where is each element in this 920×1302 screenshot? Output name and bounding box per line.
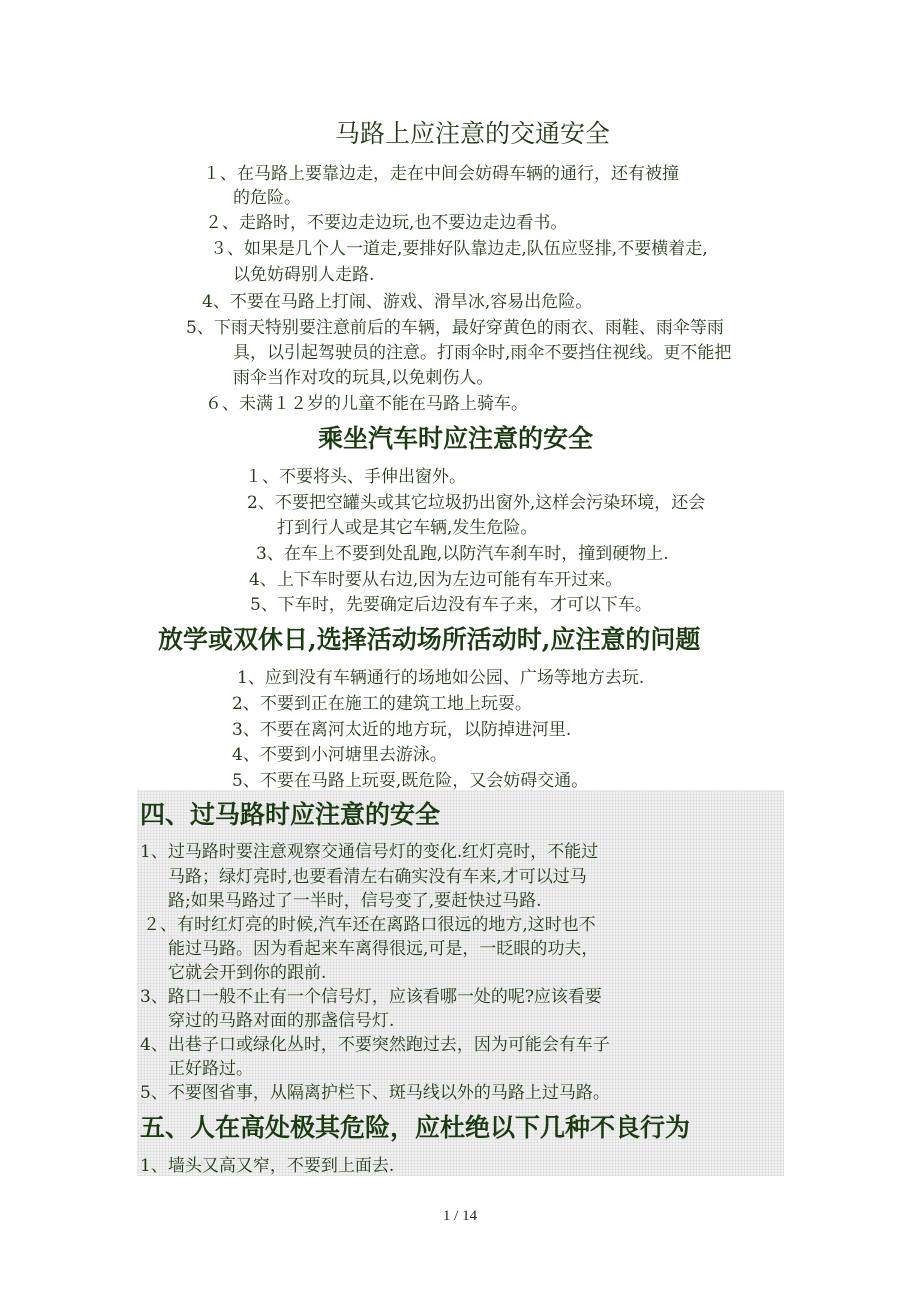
s1-line-1: １、在马路上要靠边走，走在中间会妨碍车辆的通行，还有被撞 [203,164,679,184]
s4-line-7: 3、路口一般不止有一个信号灯，应该看哪一处的呢?应该看要 [140,987,602,1007]
s4-line-4: ２、有时红灯亮的时候,汽车还在离路口很远的地方,这时也不 [143,915,596,935]
s2-line-3: 打到行人或是其它车辆,发生危险。 [277,518,538,538]
s3-line-2: 2、不要到正在施工的建筑工地上玩耍。 [232,694,532,714]
s2-line-6: 5、下车时，先要确定后边没有车子来，才可以下车。 [250,595,652,615]
s2-line-1: １、不要将头、手伸出窗外。 [245,467,466,487]
s4-line-8: 穿过的马路对面的那盏信号灯. [168,1011,395,1031]
s2-line-5: 4、上下车时要从右边,因为左边可能有车开过来。 [249,570,623,590]
s1-line-9: 雨伞当作对攻的玩具,以免刺伤人。 [233,368,494,388]
s1-line-10: ６、未满１２岁的儿童不能在马路上骑车。 [205,394,528,414]
section-4-title: 四、过马路时应注意的安全 [140,800,441,829]
s1-line-5: 以免妨碍别人走路. [233,265,375,285]
s4-line-5: 能过马路。因为看起来车离得很远,可是，一眨眼的功夫， [168,939,599,959]
s4-line-9: 4、出巷子口或绿化丛时，不要突然跑过去，因为可能会有车子 [140,1035,610,1055]
s4-line-2: 马路；绿灯亮时,也要看清左右确实没有车来,才可以过马 [168,867,587,887]
s1-line-8: 具，以引起驾驶员的注意。打雨伞时,雨伞不要挡住视线。更不能把 [233,343,732,363]
s1-line-2: 的危险。 [233,188,301,208]
section-3-title: 放学或双休日,选择活动场所活动时,应注意的问题 [158,625,701,654]
s3-line-5: 5、不要在马路上玩耍,既危险，又会妨碍交通。 [232,771,589,791]
s3-line-3: 3、不要在离河太近的地方玩，以防掉进河里. [232,720,572,740]
s2-line-2: 2、不要把空罐头或其它垃圾扔出窗外,这样会污染环境，还会 [247,493,706,513]
s1-line-6: 4、不要在马路上打闹、游戏、滑旱冰,容易出危险。 [202,292,593,312]
section-1-title: 马路上应注意的交通安全 [335,119,611,148]
section-2-title: 乘坐汽车时应注意的安全 [318,424,594,453]
s4-line-6: 它就会开到你的跟前. [168,963,327,983]
s2-line-4: 3、在车上不要到处乱跑,以防汽车刹车时，撞到硬物上. [256,544,669,564]
s1-line-4: ３、如果是几个人一道走,要排好队靠边走,队伍应竖排,不要横着走, [210,239,708,259]
s4-line-1: 1、过马路时要注意观察交通信号灯的变化.红灯亮时，不能过 [140,842,599,862]
s3-line-1: 1、应到没有车辆通行的场地如公园、广场等地方去玩. [237,668,645,688]
page-number: 1 / 14 [442,1208,478,1224]
s1-line-7: 5、下雨天特别要注意前后的车辆，最好穿黄色的雨衣、雨鞋、雨伞等雨 [186,318,724,338]
s4-line-3: 路;如果马路过了一半时，信号变了,要赶快过马路. [168,891,542,911]
s1-line-3: ２、走路时，不要边走边玩,也不要边走边看书。 [205,213,568,233]
s3-line-4: 4、不要到小河塘里去游泳。 [232,745,447,765]
section-5-title: 五、人在高处极其危险，应杜绝以下几种不良行为 [140,1113,691,1142]
s5-line-1: 1、墙头又高又窄，不要到上面去. [140,1156,395,1176]
s4-line-10: 正好路过。 [168,1059,253,1079]
s4-line-11: 5、不要图省事，从隔离护栏下、斑马线以外的马路上过马路。 [140,1083,610,1103]
